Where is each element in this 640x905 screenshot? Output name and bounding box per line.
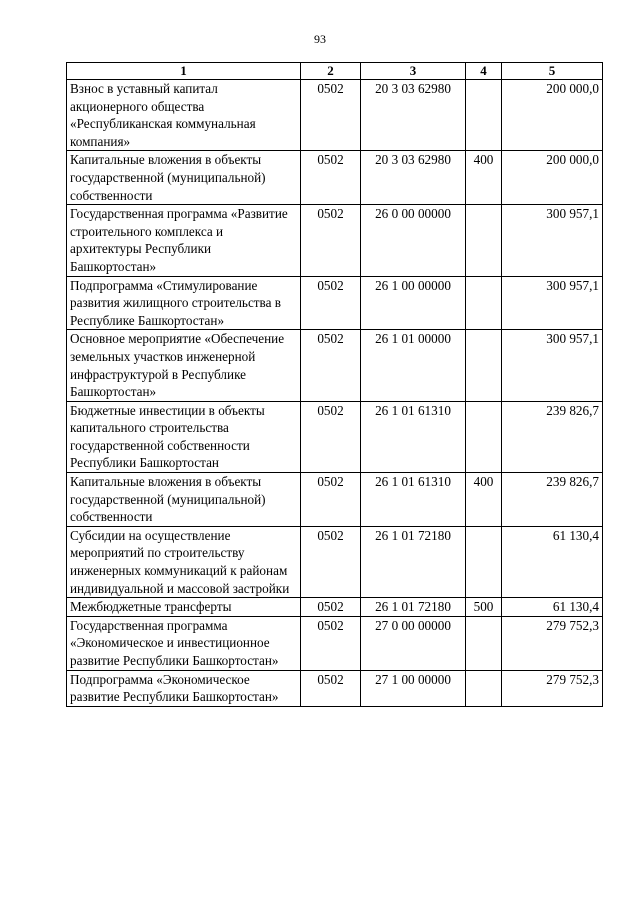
- table-row: [67, 401, 603, 472]
- row-section: 0502: [301, 401, 361, 472]
- row-amount: 300 957,1: [502, 276, 603, 330]
- row-type: [466, 205, 502, 276]
- row-name: Капитальные вложения в объекты государственной (муниципальной) собственности: [67, 151, 301, 205]
- row-section: 0502: [301, 526, 361, 597]
- budget-table: [66, 62, 603, 707]
- row-section: 0502: [301, 670, 361, 706]
- header-col-5: 5: [502, 63, 603, 80]
- table-row: [67, 616, 603, 670]
- row-type: [466, 330, 502, 401]
- page-number: 93: [314, 32, 326, 46]
- row-section: 0502: [301, 276, 361, 330]
- row-code: 26 1 01 61310: [361, 401, 466, 472]
- table-row: [67, 205, 603, 276]
- header-col-1: 1: [67, 63, 301, 80]
- row-section: 0502: [301, 598, 361, 617]
- row-code: 26 1 01 61310: [361, 473, 466, 527]
- row-name: Подпрограмма «Стимулирование развития жилищного строительства в Республике Башкортостан»: [67, 276, 301, 330]
- row-code: 26 0 00 00000: [361, 205, 466, 276]
- row-amount: 61 130,4: [502, 526, 603, 597]
- row-section: 0502: [301, 473, 361, 527]
- row-amount: 300 957,1: [502, 330, 603, 401]
- row-name: Субсидии на осуществление мероприятий по строительству инженерных коммуникаций к районам индивидуальной и массовой застройки: [67, 526, 301, 597]
- row-type: [466, 526, 502, 597]
- table-row: [67, 330, 603, 401]
- row-code: 27 1 00 00000: [361, 670, 466, 706]
- row-type: [466, 616, 502, 670]
- header-col-2: 2: [301, 63, 361, 80]
- row-section: 0502: [301, 151, 361, 205]
- row-name: Межбюджетные трансферты: [67, 598, 301, 617]
- row-code: 26 1 01 72180: [361, 598, 466, 617]
- header-col-4: 4: [466, 63, 502, 80]
- table-row: [67, 80, 603, 151]
- header-col-3: 3: [361, 63, 466, 80]
- row-amount: 279 752,3: [502, 670, 603, 706]
- table-row: [67, 276, 603, 330]
- row-code: 26 1 01 00000: [361, 330, 466, 401]
- table-row: [67, 598, 603, 617]
- row-code: 26 1 01 72180: [361, 526, 466, 597]
- row-name: Государственная программа «Развитие строительного комплекса и архитектуры Республики Башкортостан»: [67, 205, 301, 276]
- row-section: 0502: [301, 330, 361, 401]
- row-type: [466, 276, 502, 330]
- row-amount: 239 826,7: [502, 473, 603, 527]
- row-amount: 300 957,1: [502, 205, 603, 276]
- row-name: Государственная программа «Экономическое и инвестиционное развитие Республики Башкортостан»: [67, 616, 301, 670]
- row-name: Бюджетные инвестиции в объекты капитального строительства государственной собственности Республики Башкортостан: [67, 401, 301, 472]
- row-name: Взнос в уставный капитал акционерного общества «Республиканская коммунальная компания»: [67, 80, 301, 151]
- row-amount: 279 752,3: [502, 616, 603, 670]
- row-code: 27 0 00 00000: [361, 616, 466, 670]
- row-type: [466, 670, 502, 706]
- row-section: 0502: [301, 205, 361, 276]
- row-type: 400: [466, 473, 502, 527]
- row-type: 500: [466, 598, 502, 617]
- table-row: [67, 526, 603, 597]
- table-row: [67, 473, 603, 527]
- row-amount: 239 826,7: [502, 401, 603, 472]
- table-row: [67, 151, 603, 205]
- row-amount: 200 000,0: [502, 151, 603, 205]
- row-name: Основное мероприятие «Обеспечение земельных участков инженерной инфраструктурой в Республике Башкортостан»: [67, 330, 301, 401]
- table-header-row: [67, 63, 603, 80]
- row-name: Капитальные вложения в объекты государственной (муниципальной) собственности: [67, 473, 301, 527]
- row-amount: 61 130,4: [502, 598, 603, 617]
- row-name: Подпрограмма «Экономическое развитие Республики Башкортостан»: [67, 670, 301, 706]
- row-type: 400: [466, 151, 502, 205]
- table-row: [67, 670, 603, 706]
- row-code: 20 3 03 62980: [361, 80, 466, 151]
- row-section: 0502: [301, 616, 361, 670]
- row-type: [466, 401, 502, 472]
- row-section: 0502: [301, 80, 361, 151]
- row-amount: 200 000,0: [502, 80, 603, 151]
- row-code: 20 3 03 62980: [361, 151, 466, 205]
- row-code: 26 1 00 00000: [361, 276, 466, 330]
- row-type: [466, 80, 502, 151]
